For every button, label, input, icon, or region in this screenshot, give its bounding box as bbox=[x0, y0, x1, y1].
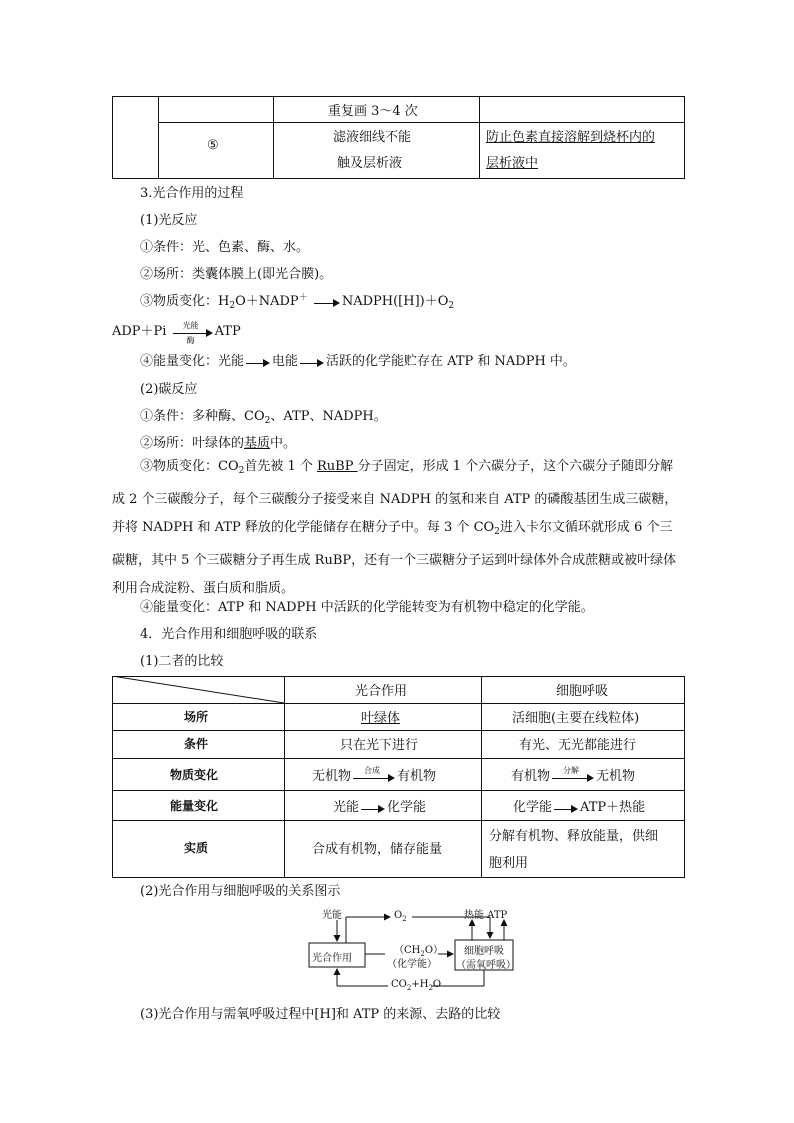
arrow-icon: 光能 酶 bbox=[173, 324, 213, 340]
col-photosynthesis: 光合作用 bbox=[355, 684, 408, 699]
light-material-change: ③物质变化：$H_2O+NADP^+$ $NADPH([H])+O_2$ bbox=[140, 293, 455, 311]
section3-title: 3.光合作用的过程 bbox=[140, 186, 244, 201]
heat-atp-label: 热能 ATP bbox=[464, 910, 508, 921]
reason-line1: 防止色素直接溶解到烧杯内的 bbox=[486, 130, 656, 145]
respiration-box-line1: 细胞呼吸 bbox=[464, 946, 504, 957]
light-conditions: ①条件：光、色素、酶、水。 bbox=[140, 240, 310, 255]
compare-title: (1)二者的比较 bbox=[140, 654, 224, 669]
arrow-icon bbox=[554, 800, 578, 816]
cell-photo-energy: 光能 化学能 bbox=[333, 800, 427, 815]
ch2o-label: $(CH_2O)$ bbox=[394, 945, 444, 958]
section4-title: 4．光合作用和细胞呼吸的联系 bbox=[140, 627, 318, 642]
row-label-essence: 实质 bbox=[184, 841, 209, 855]
arrow-icon bbox=[314, 294, 340, 310]
arrow-icon bbox=[300, 354, 324, 370]
o2-label: $O_2$ bbox=[394, 910, 407, 923]
relationship-diagram bbox=[300, 903, 530, 993]
cell-photo-essence: 合成有机物，储存能量 bbox=[312, 842, 443, 857]
respiration-box-line2: （需氧呼吸） bbox=[456, 960, 516, 971]
step-number: ⑤ bbox=[207, 138, 219, 153]
cell-resp-material: 有机物 分解 无机物 bbox=[511, 765, 636, 784]
cell-photo-site: 叶绿体 bbox=[361, 711, 401, 726]
dark-material-change: ③物质变化：$CO_2$首先被 1 个 RuBP 分子固定，形成 1 个六碳分子，这个六碳分子随即分解成 2 个三碳酸分子，每个三碳酸分子接受来自 NADPH 的氢和来自 ATP 的磷酸基团生成三碳糖，并将 NADPH 和 ATP 释放的化学能储存在糖分子中。每 3 个 $CO_2$进入卡尔文循环就形成 6 个三碳糖，其中 5 个三碳糖分子再生成 RuBP，还有一个三碳糖分子运到叶绿体外合成蔗糖或被叶绿体利用合成淀粉、蛋白质和脂质。 bbox=[112, 459, 678, 596]
row-label-condition: 条件 bbox=[184, 737, 209, 751]
cell-resp-energy: 化学能 ATP＋热能 bbox=[513, 800, 646, 815]
cell-resp-essence-line1: 分解有机物、释放能量，供细 bbox=[489, 829, 659, 844]
cell-photo-material: 无机物 合成 有机物 bbox=[312, 765, 437, 784]
photosynthesis-box: 光合作用 bbox=[312, 953, 352, 964]
co2-h2o-label: $CO_2+H_2O$ bbox=[391, 979, 442, 992]
arrow-icon bbox=[361, 800, 385, 816]
dark-reaction-title: (2)碳反应 bbox=[140, 382, 198, 397]
arrow-icon: 合成 bbox=[353, 769, 395, 785]
row-label-energy: 能量变化 bbox=[170, 799, 219, 813]
arrow-icon: 分解 bbox=[552, 769, 594, 785]
arrow-icon bbox=[246, 354, 270, 370]
row-label-material: 物质变化 bbox=[170, 768, 219, 782]
requirement-line2: 触及层析液 bbox=[337, 156, 403, 171]
cell-resp-condition: 有光、无光都能进行 bbox=[519, 738, 637, 753]
col-respiration: 细胞呼吸 bbox=[556, 684, 609, 699]
light-site: ②场所：类囊体膜上(即光合膜)。 bbox=[140, 267, 333, 282]
compare3-title: (3)光合作用与需氧呼吸过程中[H]和 ATP 的来源、去路的比较 bbox=[140, 1007, 501, 1022]
light-energy-label: 光能 bbox=[322, 910, 342, 921]
cell-resp-site: 活细胞(主要在线粒体) bbox=[512, 711, 640, 726]
requirement-line1: 滤液细线不能 bbox=[333, 130, 412, 145]
adp-reaction: ADP＋Pi 光能 酶 ATP bbox=[112, 320, 241, 345]
dark-site: ②场所：叶绿体的基质中。 bbox=[140, 436, 297, 451]
reason-line2: 层析液中 bbox=[486, 156, 539, 171]
repeat-text: 重复画 3～4 次 bbox=[328, 104, 418, 119]
diagram-title: (2)光合作用与细胞呼吸的关系图示 bbox=[140, 884, 341, 899]
row-label-site: 场所 bbox=[184, 710, 209, 724]
dark-conditions: ①条件：多种酶、$CO_2$、ATP、NADPH。 bbox=[140, 409, 387, 426]
cell-resp-essence-line2: 胞利用 bbox=[489, 856, 529, 871]
light-energy-change: ④能量变化：光能 电能 活跃的化学能贮存在 ATP 和 NADPH 中。 bbox=[140, 354, 576, 369]
light-reaction-title: (1)光反应 bbox=[140, 213, 198, 228]
header-diagonal bbox=[112, 676, 284, 703]
cell-photo-condition: 只在光下进行 bbox=[340, 738, 419, 753]
chemical-energy-label: （化学能） bbox=[387, 959, 437, 970]
dark-energy-change: ④能量变化：ATP 和 NADPH 中活跃的化学能转变为有机物中稳定的化学能。 bbox=[140, 600, 594, 615]
